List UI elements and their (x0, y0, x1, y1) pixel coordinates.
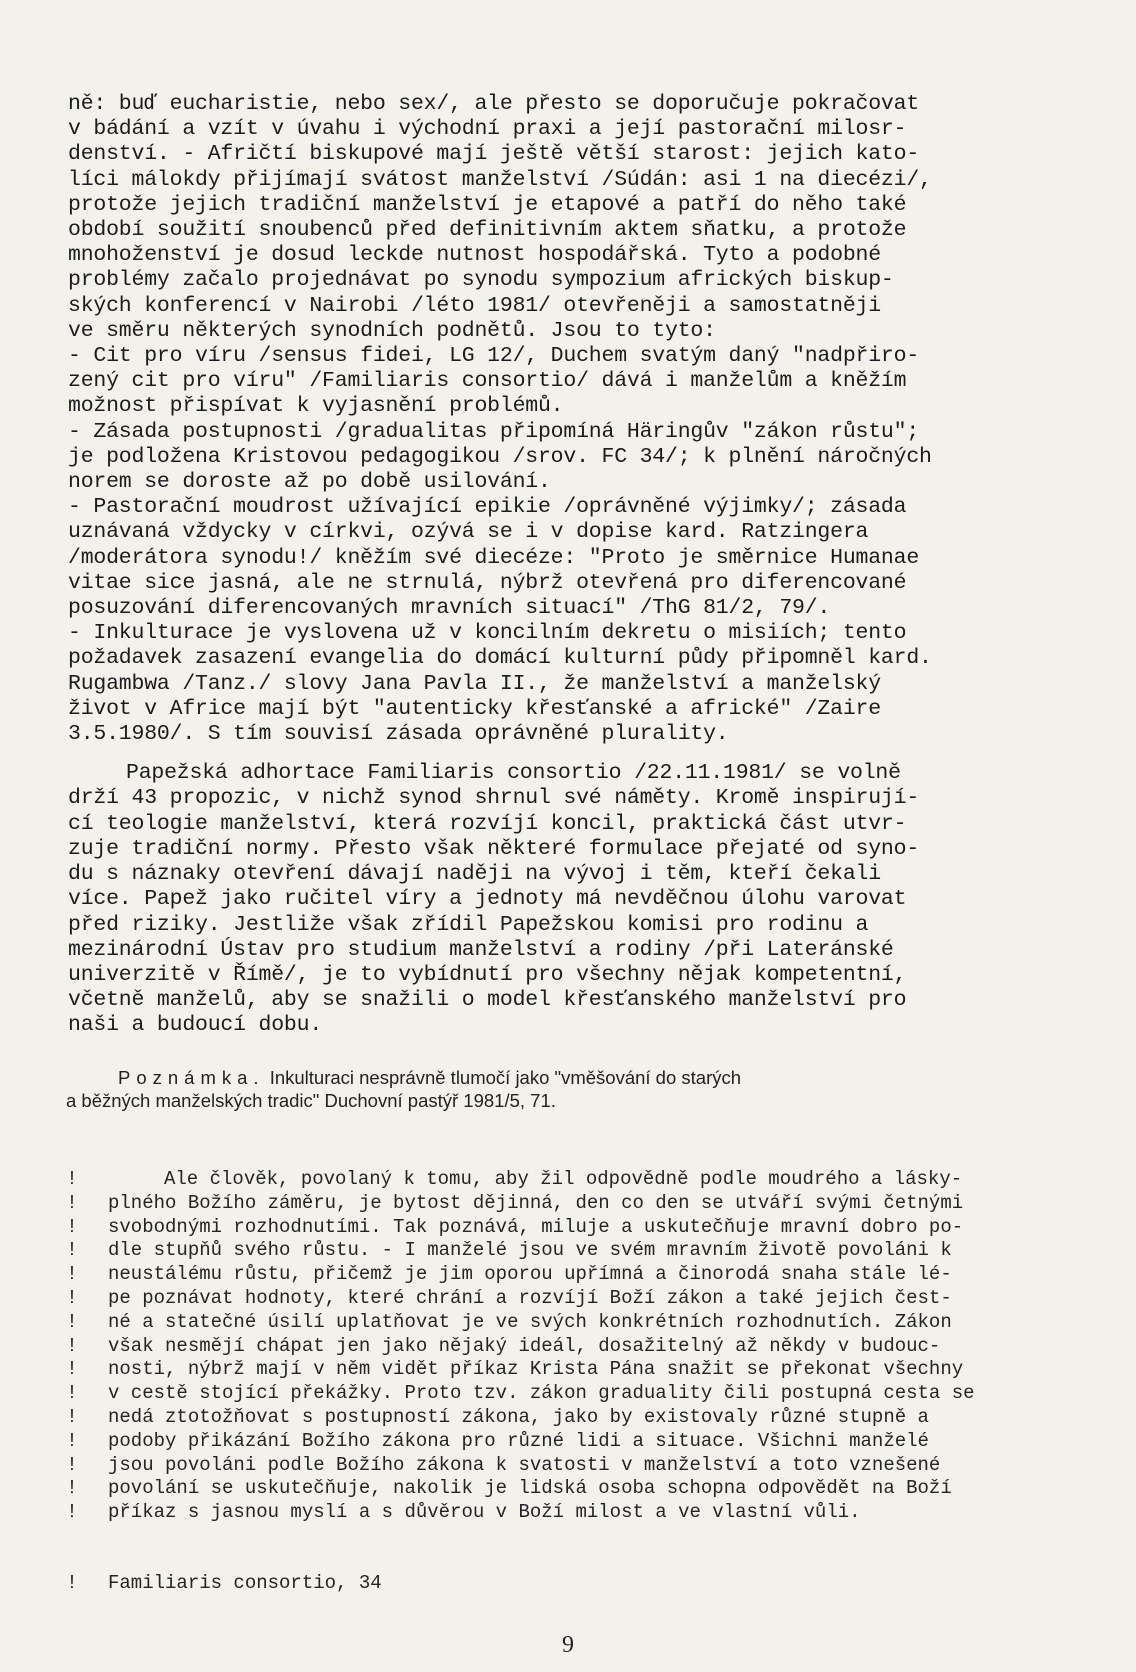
quoted-excerpt (66, 1168, 1076, 1525)
quote-line: ! svobodnými rozhodnutími. Tak poznává, miluje a uskutečňuje mravní dobro po- (66, 1215, 964, 1238)
margin-marker: ! (66, 1572, 78, 1594)
text-line: cí teologie manželství, která rozvíjí koncil, praktická část utvr- (68, 811, 907, 836)
text-line: období soužití snoubenců před definitivním aktem sňatku, a protože (68, 218, 907, 243)
quote-line: ! v cestě stojící překážky. Proto tzv. zákon graduality čili postupná cesta se (66, 1382, 975, 1405)
text-line: Rugambwa /Tanz./ slovy Jana Pavla II., že manželství a manželský (68, 671, 881, 696)
text-line: zený cit pro víru" /Familiaris consortio/ dává i manželům a kněžím (68, 369, 907, 394)
text-line: je podložena Kristovou pedagogikou /srov. FC 34/; k plnění náročných (68, 444, 932, 469)
quote-line: ! pe poznávat hodnoty, které chrání a rozvíjí Boží zákon a také jejich čest- (66, 1286, 952, 1309)
quote-line: ! Ale člověk, povolaný k tomu, aby žil odpovědně podle moudrého a lásky- (66, 1168, 963, 1190)
text-line: /moderátora synodu!/ kněžím své diecéze: "Proto je směrnice Humanae (68, 545, 920, 570)
source-citation: Familiaris consortio, 34 (108, 1572, 382, 1594)
main-text (68, 92, 1068, 1039)
margin-marker: ! (66, 1477, 78, 1500)
text-line: - Cit pro víru /sensus fidei, LG 12/, Duchem svatým daný "nadpřiro- (68, 344, 920, 369)
margin-marker: ! (66, 1168, 78, 1190)
quote-line: ! příkaz s jasnou myslí a s důvěrou v Boží milost a ve vlastní vůli. (66, 1501, 861, 1524)
margin-marker: ! (66, 1501, 78, 1524)
text-line: možnost přispívat k vyjasnění problémů. (68, 394, 564, 419)
text-line: více. Papež jako ručitel víry a jednoty má nevděčnou úlohu varovat (68, 887, 907, 912)
text-line: - Inkulturace je vyslovena už v koncilním dekretu o misiích; tento (68, 621, 907, 646)
quote-line: ! však nesmějí chápat jen jako nějaký ideál, dosažitelný až někdy v budouc- (66, 1334, 941, 1357)
paragraph-1 (68, 92, 1068, 747)
page-number: 9 (562, 1632, 574, 1658)
quote-line: ! neustálému růstu, přičemž je jim oporou upřímná a činorodá snaha stále lé- (66, 1263, 952, 1286)
margin-marker: ! (66, 1191, 78, 1214)
text-line: du s náznaky otevření dávají naději na vývoj i těm, kteří čekali (68, 862, 881, 887)
text-line: před riziky. Jestliže však zřídil Papežskou komisi pro rodinu a (68, 912, 869, 937)
quote-line: ! dle stupňů svého růstu. - I manželé jsou ve svém mravním životě povoláni k (66, 1239, 952, 1262)
text-line: drží 43 propozic, v nichž synod shrnul své náměty. Kromě inspirují- (68, 786, 920, 811)
text-line: norem se doroste až po době usilování. (68, 470, 551, 495)
text-line: posuzování diferencovaných mravních situací" /ThG 81/2, 79/. (68, 596, 831, 621)
text-line: líci málokdy přijímají svátost manželství /Súdán: asi 1 na diecézi/, (68, 167, 932, 192)
quote-line: ! plného Božího záměru, je bytost dějinná, den co den se utváří svými četnými (66, 1191, 964, 1214)
quote-line: ! nosti, nýbrž mají v něm vidět příkaz Krista Pána snažit se překonat všechny (66, 1358, 964, 1381)
margin-marker: ! (66, 1239, 78, 1262)
text-line: požadavek zasazení evangelia do domácí kulturní půdy připomněl kard. (68, 646, 932, 671)
quote-line: ! né a statečné úsilí uplatňovat je ve svých konkrétních rozhodnutích. Zákon (66, 1310, 952, 1333)
margin-marker: ! (66, 1310, 78, 1333)
text-line: život v Africe mají být "autenticky křesťanské a africké" /Zaire (68, 696, 881, 721)
margin-marker: ! (66, 1215, 78, 1238)
text-line: v bádání a vzít v úvahu i východní praxi a její pastorační milosr- (68, 117, 907, 142)
text-line: - Pastorační moudrost užívající epikie /oprávněné výjimky/; zásada (68, 495, 907, 520)
text-line: zuje tradiční normy. Přesto však některé formulace přejaté od syno- (68, 836, 920, 861)
paragraph-2 (68, 761, 1068, 1038)
quote-line: ! jsou povoláni podle Božího zákona k svatosti v manželství a toto vznešené (66, 1453, 941, 1476)
text-line: problémy začalo projednávat po synodu sympozium afrických biskup- (68, 268, 894, 293)
text-line: ve směru některých synodních podnětů. Jsou to tyto: (68, 318, 716, 343)
quote-source (66, 1572, 382, 1595)
text-line: mezinárodní Ústav pro studium manželství a rodiny /při Lateránské (68, 937, 894, 962)
text-line: protože jejich tradiční manželství je etapové a patří do něho také (68, 192, 907, 217)
margin-marker: ! (66, 1382, 78, 1405)
margin-marker: ! (66, 1358, 78, 1381)
text-line: - Zásada postupnosti /gradualitas připomíná Häringův "zákon růstu"; (68, 419, 920, 444)
text-line: ně: buď eucharistie, nebo sex/, ale přesto se doporučuje pokračovat (68, 92, 920, 116)
margin-marker: ! (66, 1453, 78, 1476)
text-line: mnohoženství je dosud leckde nutnost hospodářská. Tyto a podobné (68, 243, 881, 268)
text-line: včetně manželů, aby se snažili o model křesťanského manželství pro (68, 988, 907, 1013)
note-text: a běžných manželských tradic" Duchovní pastýř 1981/5, 71. (66, 1090, 556, 1111)
margin-marker: ! (66, 1263, 78, 1286)
quote-line: ! nedá ztotožňovat s postupností zákona, jako by existovaly různé stupně a (66, 1405, 929, 1428)
text-line: naši a budoucí dobu. (68, 1013, 323, 1038)
text-line: 3.5.1980/. S tím souvisí zásada oprávněné plurality. (68, 722, 729, 747)
text-line: Papežská adhortace Familiaris consortio /22.11.1981/ se volně (126, 761, 901, 786)
footnote (66, 1066, 1076, 1112)
note-text: Inkulturaci nesprávně tlumočí jako "vměšování do starých (269, 1067, 742, 1088)
text-line: denství. - Afričtí biskupové mají ještě větší starost: jejich kato- (68, 142, 920, 167)
margin-marker: ! (66, 1405, 78, 1428)
text-line: uznávaná vždycky v církvi, ozývá se i v dopise kard. Ratzingera (68, 520, 869, 545)
text-line: ských konferencí v Nairobi /léto 1981/ otevřeněji a samostatněji (68, 293, 881, 318)
text-line: vitae sice jasná, ale ne strnulá, nýbrž otevřená pro diferencované (68, 570, 907, 595)
margin-marker: ! (66, 1429, 78, 1452)
margin-marker: ! (66, 1286, 78, 1309)
quote-line: ! podoby přikázání Božího zákona pro různé lidi a situace. Všichni manželé (66, 1429, 929, 1452)
margin-marker: ! (66, 1334, 78, 1357)
text-line: univerzitě v Římě/, je to vybídnutí pro všechny nějak kompetentní, (68, 962, 907, 987)
quote-line: ! povolání se uskutečňuje, nakolik je lidská osoba schopna odpovědět na Boží (66, 1477, 952, 1500)
note-label: Poznámka. (118, 1067, 265, 1088)
